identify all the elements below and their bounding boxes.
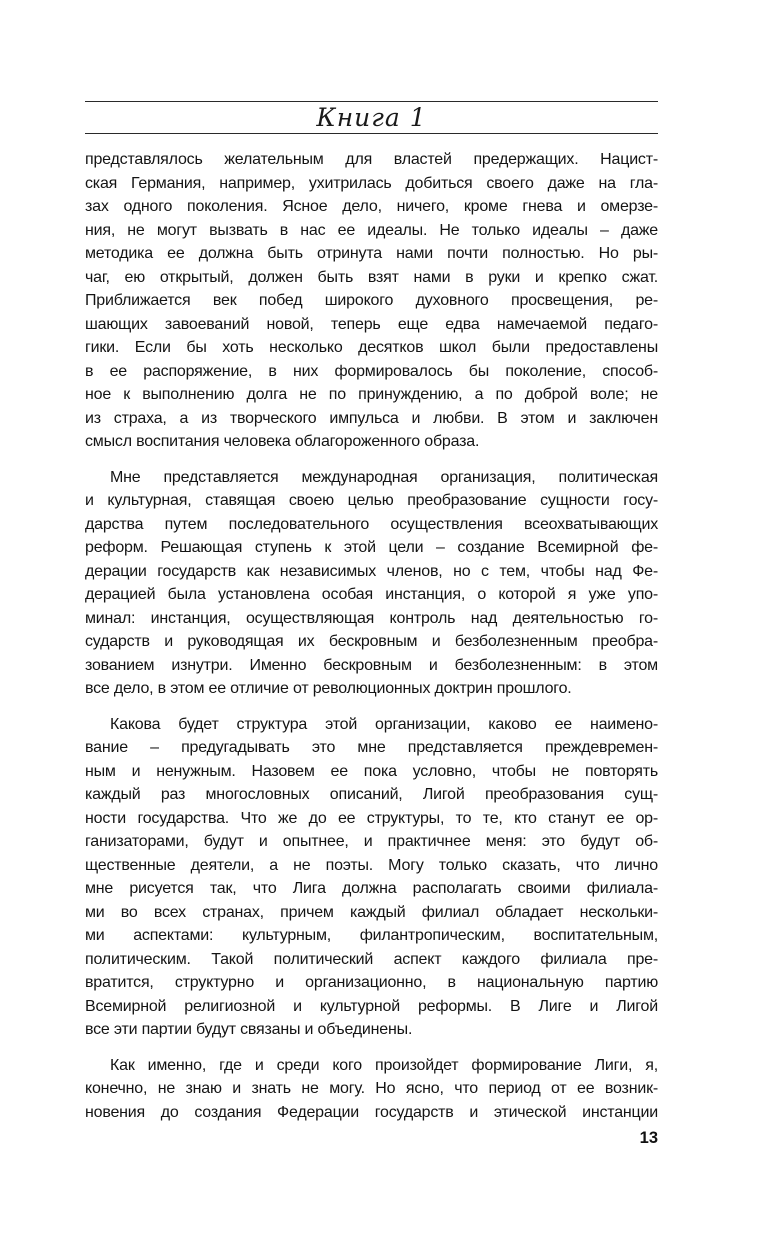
text-line: Приближается век побед широкого духовного просвещения, ре- [85,292,658,309]
text-line: все эти партии будут связаны и объединены. [85,1021,413,1038]
page-number: 13 [639,1129,658,1147]
text-line: мне рисуется так, что Лига должна располагать своими филиала- [85,880,658,897]
text-line: зах одного поколения. Ясное дело, ничего, кроме гнева и омерзе- [85,198,658,215]
text-line: ганизаторами, будут и опытнее, и практичнее меня: это будут об- [85,833,658,850]
text-line: Как именно, где и среди кого произойдет формирование Лиги, я, [110,1056,658,1074]
text-line: и культурная, ставящая своею целью преобразование сущности госу- [85,492,658,509]
text-line: Какова будет структура этой организации, каково ее наимено- [110,715,658,733]
text-line: конечно, не знаю и знать не могу. Но ясно, что период от ее возник- [85,1080,658,1097]
text-line: политическим. Такой политический аспект каждого филиала пре- [85,950,658,968]
chapter-header [85,101,658,134]
text-line: представлялось желательным для властей предержащих. Нацист- [85,151,658,168]
text-line: сударств и руководящая их бескровным и безболезненным преобра- [85,633,658,650]
text-line: из страха, а из творческого импульса и любви. В этом и заключен [85,409,658,427]
text-line: методика ее должна быть отринута нами почти полностью. Но ры- [85,245,658,262]
text-line: ния, не могут вызвать в нас ее идеалы. Не только идеалы – даже [85,221,658,239]
text-line: дарства путем последовательного осуществления всеохватывающих [85,515,658,533]
paragraph [85,148,658,454]
text-line: Мне представляется международная организация, политическая [110,468,658,486]
text-line: ская Германия, например, ухитрилась добиться своего даже на гла- [85,174,658,192]
text-line: реформ. Решающая ступень к этой цели – создание Всемирной фе- [85,539,658,556]
text-line: ное к выполнению долга не по принуждению, а по доброй воле; не [85,386,658,403]
text-line: дерацией была установлена особая инстанция, о которой я уже упо- [85,586,658,603]
paragraph [85,466,658,701]
text-line: Всемирной религиозной и культурной реформы. В Лиге и Лигой [85,997,658,1015]
text-line: ным и ненужным. Назовем ее пока условно, чтобы не повторять [85,762,658,780]
text-line: в ее распоряжение, в них формировалось бы поколение, способ- [85,362,658,380]
text-line: щественные деятели, а не поэты. Могу только сказать, что лично [85,856,658,874]
text-line: дерации государств как независимых членов, но с тем, чтобы над Фе- [85,562,658,580]
text-line: вание – предугадывать это мне представляется преждевремен- [85,739,658,756]
text-line: все дело, в этом ее отличие от революционных доктрин прошлого. [85,680,572,697]
paragraph [85,713,658,1042]
paragraph [85,1054,658,1125]
text-line: ми аспектами: культурным, филантропическим, воспитательным, [85,927,658,944]
text-line: минал: инстанция, осуществляющая контроль над деятельностью го- [85,609,658,627]
page-content [85,0,658,1150]
text-line: зованием изнутри. Именно бескровным и безболезненным: в этом [85,656,658,674]
text-line: гики. Если бы хоть несколько десятков школ были предоставлены [85,339,658,356]
text-line: шающих завоеваний новой, теперь еще едва намечаемой педаго- [85,315,658,333]
chapter-title: Книга 1 [316,103,427,132]
text-line: каждый раз многословных описаний, Лигой преобразования сущ- [85,786,658,803]
text-line: ности государства. Что же до ее структуры, то те, кто станут ее ор- [85,809,658,827]
text-line: чаг, ею открытый, должен быть взят нами в руки и крепко сжат. [85,268,658,286]
text-line: ми во всех странах, причем каждый филиал обладает нескольки- [85,903,658,921]
body-text [85,148,658,1124]
text-line: вратится, структурно и организационно, в национальную партию [85,974,658,991]
text-line: смысл воспитания человека облагороженного образа. [85,433,480,450]
text-line: новения до создания Федерации государств и этической инстанции [85,1103,658,1121]
